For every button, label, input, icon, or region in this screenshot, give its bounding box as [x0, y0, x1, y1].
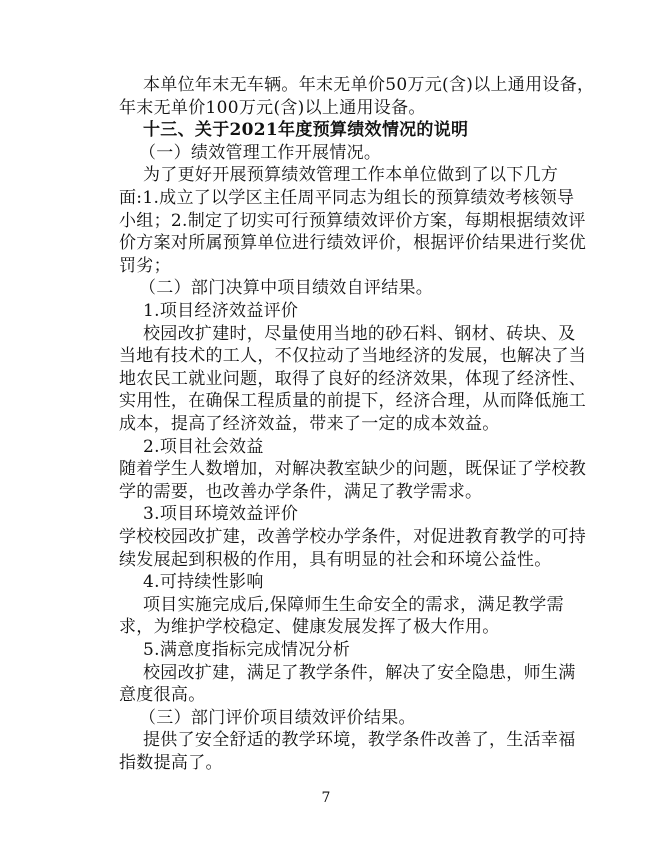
item-heading: 1.项目经济效益评价	[143, 301, 299, 321]
text-line: 随着学生人数增加，对解决教室缺少的问题，既保证了学校教	[119, 459, 587, 479]
text-line: 小组；2.制定了切实可行预算绩效评价方案，每期根据绩效评	[119, 211, 586, 231]
text-line: 年末无单价100万元(含)以上通用设备。	[119, 98, 426, 118]
text-line: 校园改扩建时，尽量使用当地的砂石料、钢材、砖块、及	[143, 324, 576, 344]
item-heading: 3.项目环境效益评价	[143, 504, 299, 524]
subsection-heading: （二）部门决算中项目绩效自评结果。	[139, 278, 434, 298]
text-line: 成本，提高了经济效益，带来了一定的成本效益。	[119, 414, 500, 434]
subsection-heading: （三）部门评价项目绩效评价结果。	[139, 708, 416, 728]
page-number: 7	[321, 790, 331, 806]
text-line: 当地有技术的工人，不仅拉动了当地经济的发展，也解决了当	[119, 346, 587, 366]
text-line: 指数提高了。	[119, 753, 223, 773]
subsection-heading: （一）绩效管理工作开展情况。	[139, 143, 382, 163]
item-heading: 5.满意度指标完成情况分析	[143, 640, 351, 660]
text-line: 地农民工就业问题，取得了良好的经济效果，体现了经济性、	[119, 369, 587, 389]
text-line: 提供了安全舒适的教学环境，教学条件改善了，生活幸福	[143, 730, 576, 750]
text-line: 意度很高。	[119, 685, 206, 705]
text-line: 实用性，在确保工程质量的前提下，经济合理，从而降低施工	[119, 391, 587, 411]
section-heading: 十三、关于2021年度预算绩效情况的说明	[143, 120, 469, 140]
text-line: 求，为维护学校稳定、健康发展发挥了极大作用。	[119, 617, 500, 637]
text-line: 罚劣；	[119, 256, 171, 276]
text-line: 续发展起到积极的作用，具有明显的社会和环境公益性。	[119, 550, 552, 570]
item-heading: 4.可持续性影响	[143, 572, 264, 592]
item-heading: 2.项目社会效益	[143, 437, 264, 457]
text-line: 学的需要，也改善办学条件，满足了教学需求。	[119, 482, 483, 502]
text-line: 本单位年末无车辆。年末无单价50万元(含)以上通用设备，	[143, 75, 595, 95]
text-line: 项目实施完成后,保障师生生命安全的需求，满足教学需	[143, 595, 564, 615]
text-line: 价方案对所属预算单位进行绩效评价，根据评价结果进行奖优	[119, 233, 587, 253]
text-line: 校园改扩建，满足了教学条件，解决了安全隐患，师生满	[143, 663, 576, 683]
text-line: 为了更好开展预算绩效管理工作本单位做到了以下几方	[143, 165, 559, 185]
text-line: 学校校园改扩建，改善学校办学条件，对促进教育教学的可持	[119, 527, 587, 547]
text-line: 面:1.成立了以学区主任周平同志为组长的预算绩效考核领导	[119, 188, 575, 208]
